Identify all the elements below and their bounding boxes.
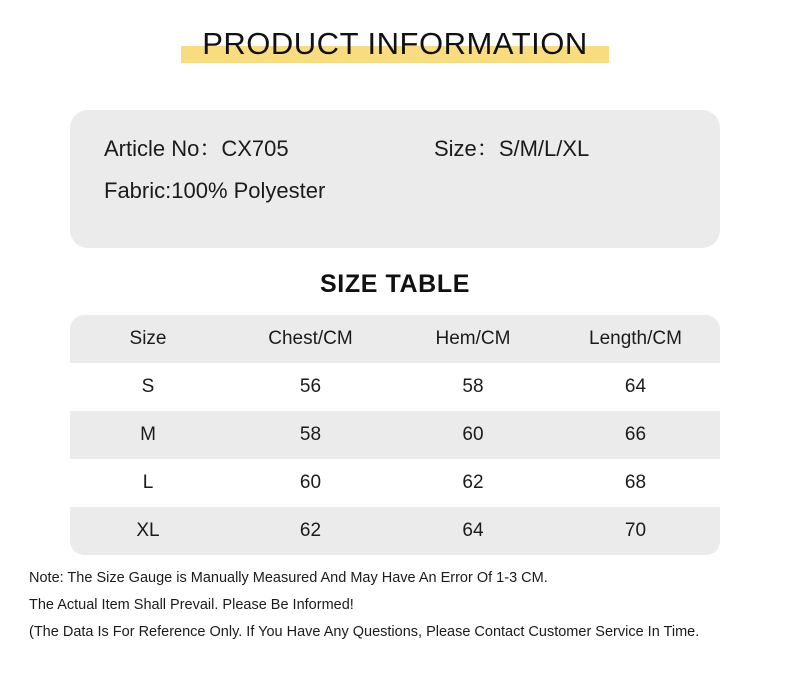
table-cell: 64	[395, 507, 551, 555]
table-cell: 56	[226, 363, 395, 411]
table-row	[70, 363, 720, 411]
table-header-row	[70, 315, 720, 363]
table-cell: 58	[395, 363, 551, 411]
size-value: S/M/L/XL	[498, 136, 590, 161]
info-row-fabric	[104, 178, 686, 224]
table-cell: 64	[551, 363, 720, 411]
notes-block	[25, 569, 765, 641]
note-line: (The Data Is For Reference Only. If You Have Any Questions, Please Contact Customer Service In Time.	[29, 624, 700, 641]
table-cell: 62	[395, 459, 551, 507]
page-title-block	[0, 0, 790, 88]
size-table-heading: SIZE TABLE	[320, 270, 470, 298]
table-cell: XL	[70, 507, 226, 555]
note-line: Note: The Size Gauge is Manually Measured And May Have An Error Of 1-3 CM.	[29, 570, 548, 586]
table-header-cell: Hem/CM	[395, 315, 551, 363]
size-label: Size：	[434, 136, 499, 161]
article-no-value: CX705	[221, 136, 289, 161]
fabric-value: 100% Polyester	[171, 178, 326, 203]
table-header-cell: Size	[70, 315, 226, 363]
table-row	[70, 507, 720, 555]
table-cell: 58	[226, 411, 395, 459]
table-cell: 68	[551, 459, 720, 507]
table-cell: 60	[395, 411, 551, 459]
size-table	[70, 315, 720, 555]
table-row	[70, 459, 720, 507]
table-cell: 66	[551, 411, 720, 459]
product-info-card	[70, 110, 720, 248]
table-cell: 60	[226, 459, 395, 507]
table-cell: S	[70, 363, 226, 411]
size-field	[434, 132, 589, 163]
table-cell: 70	[551, 507, 720, 555]
fabric-field	[104, 178, 434, 204]
fabric-label: Fabric:	[104, 178, 172, 203]
article-no-label: Article No：	[104, 136, 222, 161]
table-cell: 62	[226, 507, 395, 555]
table-row	[70, 411, 720, 459]
note-line: The Actual Item Shall Prevail. Please Be Informed!	[29, 597, 354, 614]
article-no-field	[104, 132, 434, 163]
table-header-cell: Chest/CM	[226, 315, 395, 363]
table-cell: L	[70, 459, 226, 507]
size-table-wrapper	[70, 315, 720, 555]
info-row-article-size	[104, 132, 686, 178]
table-cell: M	[70, 411, 226, 459]
table-header-cell: Length/CM	[551, 315, 720, 363]
page-title: PRODUCT INFORMATION	[202, 26, 588, 61]
